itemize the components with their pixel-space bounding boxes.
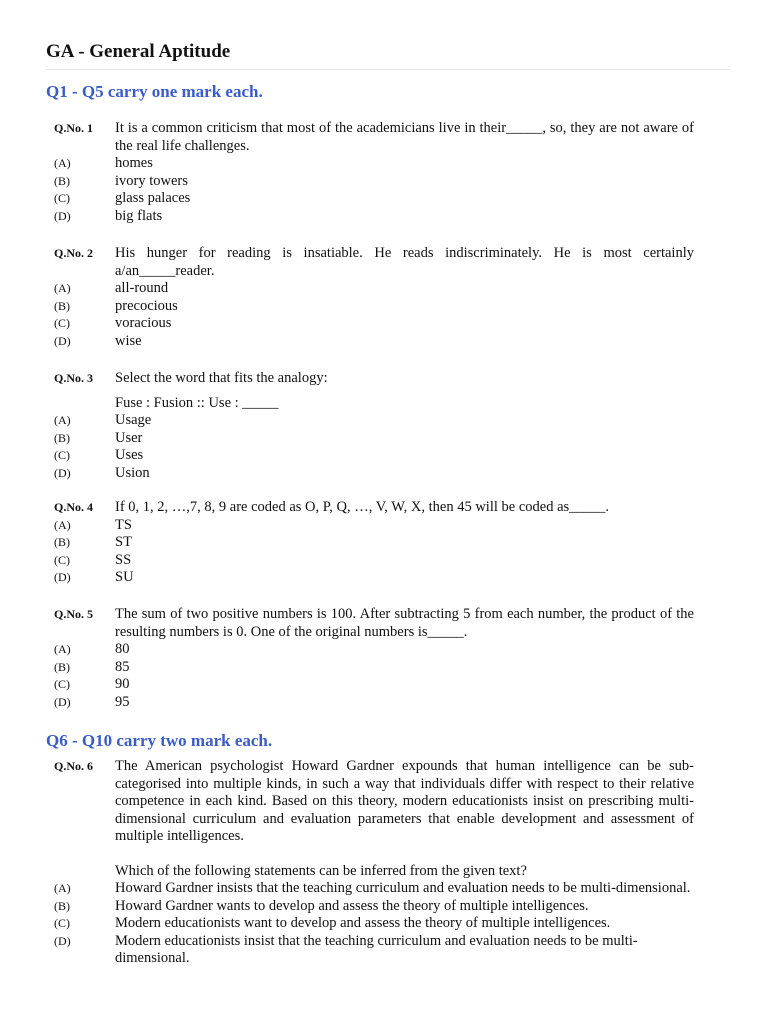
question-text: If 0, 1, 2, …,7, 8, 9 are coded as O, P, Q, …, V, W, X, then 45 will be coded as_____. — [115, 499, 610, 515]
option-text: 95 — [115, 693, 130, 710]
section-heading-one-mark: Q1 - Q5 carry one mark each. — [46, 82, 263, 101]
option-a — [54, 641, 694, 659]
option-label: (D) — [54, 465, 71, 480]
option-text: 80 — [115, 641, 130, 657]
option-list — [54, 412, 694, 482]
option-list — [54, 641, 694, 711]
option-text: Howard Gardner insists that the teaching curriculum and evaluation needs to be multi-dimensional. — [115, 880, 691, 896]
option-a — [54, 412, 694, 430]
option-label: (D) — [54, 933, 71, 948]
header-divider — [46, 69, 730, 70]
option-label: (C) — [54, 916, 70, 931]
option-label: (C) — [54, 552, 70, 567]
option-list — [54, 155, 694, 225]
option-label: (D) — [54, 694, 71, 709]
option-label: (A) — [54, 517, 71, 532]
option-label: (B) — [54, 173, 70, 188]
question-number: Q.No. 1 — [54, 121, 93, 135]
option-label: (D) — [54, 208, 71, 223]
option-d — [54, 569, 694, 587]
question-number: Q.No. 6 — [54, 759, 93, 773]
question-6 — [54, 758, 694, 968]
option-text: Modern educationists insist that the teaching curriculum and evaluation needs to be multi-dimensional. — [115, 932, 638, 967]
option-label: (A) — [54, 156, 71, 170]
option-label: (A) — [54, 642, 71, 656]
option-text: Uses — [115, 447, 144, 464]
option-label: (B) — [54, 430, 70, 445]
option-text: all-round — [115, 280, 169, 296]
option-text: Usage — [115, 412, 152, 428]
option-text: homes — [115, 155, 153, 171]
question-number: Q.No. 3 — [54, 371, 93, 385]
option-text: voracious — [115, 315, 172, 332]
option-d — [54, 333, 694, 351]
option-label: (C) — [54, 191, 70, 206]
option-label: (C) — [54, 677, 70, 692]
section-heading-two-mark: Q6 - Q10 carry two mark each. — [46, 731, 273, 750]
option-label: (C) — [54, 448, 70, 463]
option-a — [54, 517, 694, 535]
question-5 — [54, 606, 694, 711]
option-c — [54, 676, 694, 694]
option-text: Modern educationists want to develop and assess the theory of multiple intelligences. — [115, 915, 611, 932]
option-list — [54, 280, 694, 350]
option-text: TS — [115, 516, 132, 533]
option-d — [54, 208, 694, 226]
option-d — [54, 694, 694, 712]
question-1 — [54, 120, 694, 225]
option-list — [54, 880, 694, 968]
question-text: The sum of two positive numbers is 100. After subtracting 5 from each number, the product of the resulting numbers is 0. One of the original numbers is_____. — [115, 606, 694, 640]
option-a — [54, 280, 694, 298]
option-b — [54, 898, 694, 916]
question-text: It is a common criticism that most of the academicians live in their_____, so, they are not aware of the real life challenges. — [115, 120, 694, 154]
option-text: 85 — [115, 658, 130, 675]
option-label: (D) — [54, 333, 71, 348]
question-number: Q.No. 5 — [54, 607, 93, 621]
option-b — [54, 430, 694, 448]
option-text: Usion — [115, 464, 150, 481]
option-b — [54, 298, 694, 316]
option-text: Howard Gardner wants to develop and assess the theory of multiple intelligences. — [115, 897, 589, 914]
option-label: (B) — [54, 659, 70, 674]
option-text: SU — [115, 569, 134, 586]
analogy-line: Fuse : Fusion :: Use : _____ — [115, 394, 279, 411]
question-4 — [54, 499, 694, 587]
question-number: Q.No. 2 — [54, 246, 93, 260]
option-c — [54, 447, 694, 465]
question-text: Select the word that fits the analogy: — [115, 370, 328, 386]
option-c — [54, 915, 694, 933]
option-c — [54, 190, 694, 208]
option-label: (B) — [54, 898, 70, 913]
option-label: (B) — [54, 535, 70, 550]
option-text: ivory towers — [115, 172, 188, 189]
option-b — [54, 659, 694, 677]
question-3 — [54, 370, 694, 482]
option-a — [54, 880, 694, 898]
option-label: (A) — [54, 413, 71, 427]
option-d — [54, 933, 694, 968]
option-text: ST — [115, 534, 132, 551]
option-text: precocious — [115, 297, 178, 314]
option-label: (C) — [54, 316, 70, 331]
option-text: User — [115, 429, 143, 446]
option-label: (D) — [54, 570, 71, 585]
question-text: His hunger for reading is insatiable. He reads indiscriminately. He is most certainly a/an_____reader. — [115, 245, 694, 279]
option-c — [54, 315, 694, 333]
question-2 — [54, 245, 694, 350]
option-b — [54, 173, 694, 191]
option-label: (B) — [54, 298, 70, 313]
option-text: 90 — [115, 676, 130, 693]
option-b — [54, 534, 694, 552]
option-a — [54, 155, 694, 173]
question-number: Q.No. 4 — [54, 500, 93, 514]
option-label: (A) — [54, 281, 71, 295]
option-text: SS — [115, 551, 132, 568]
option-d — [54, 465, 694, 483]
option-text: glass palaces — [115, 190, 191, 207]
question-prompt: Which of the following statements can be inferred from the given text? — [115, 862, 527, 879]
option-c — [54, 552, 694, 570]
page-title: GA - General Aptitude — [46, 41, 231, 62]
option-label: (A) — [54, 881, 71, 895]
option-text: big flats — [115, 207, 163, 224]
question-text: The American psychologist Howard Gardner expounds that human intelligence can be sub-categorised into multiple kinds, in such a way that individuals differ with respect to their relative competence in each kind. Based on this theory, modern educationists insist on prescribing multi-dimensional curriculum and evaluation parameters that enable development and assessment of multiple intelligences. — [115, 758, 694, 844]
option-text: wise — [115, 332, 142, 349]
option-list — [54, 517, 694, 587]
